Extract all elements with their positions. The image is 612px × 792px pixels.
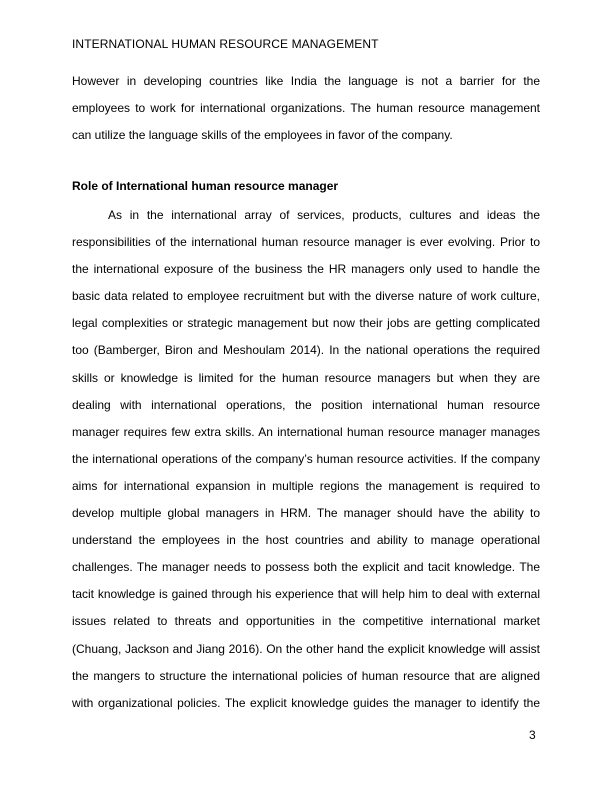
section-paragraph <box>72 202 540 717</box>
text-line: skills or knowledge is limited for the human resource managers but when they are <box>72 370 540 385</box>
text-line: the international exposure of the business the HR managers only used to handle the <box>72 262 540 277</box>
text-line: issues related to threats and opportunities in the competitive international market <box>72 614 540 629</box>
text-line: develop multiple global managers in HRM. The manager should have the ability to <box>72 506 540 521</box>
text-line: responsibilities of the international human resource manager is ever evolving. Prior to <box>72 235 540 250</box>
text-line: understand the employees in the host countries and ability to manage operational <box>72 533 540 548</box>
text-line: dealing with international operations, the position international human resource <box>72 397 540 412</box>
section-heading: Role of International human resource manager <box>72 179 339 193</box>
text-line: the international operations of the company’s human resource activities. If the company <box>72 451 540 466</box>
text-line: basic data related to employee recruitment but with the diverse nature of work culture, <box>72 289 540 304</box>
text-line: the mangers to structure the international policies of human resource that are aligned <box>72 668 540 683</box>
text-line: (Chuang, Jackson and Jiang 2016). On the other hand the explicit knowledge will assist <box>72 641 540 656</box>
text-line: aims for international expansion in multiple regions the management is required to <box>72 478 540 493</box>
text-line: can utilize the language skills of the employees in favor of the company. <box>72 128 453 143</box>
text-line: As in the international array of services, products, cultures and ideas the <box>108 208 540 222</box>
running-header: INTERNATIONAL HUMAN RESOURCE MANAGEMENT <box>72 37 379 51</box>
text-line: However in developing countries like India the language is not a barrier for the <box>72 74 540 88</box>
text-line: manager requires few extra skills. An international human resource manager manages <box>72 424 540 439</box>
text-line: employees to work for international organizations. The human resource management <box>72 101 540 116</box>
page-number: 3 <box>529 728 536 742</box>
text-line: with organizational policies. The explicit knowledge guides the manager to identify the <box>72 695 540 710</box>
text-line: tacit knowledge is gained through his experience that will help him to deal with external <box>72 587 540 602</box>
text-line: legal complexities or strategic management but now their jobs are getting complicated <box>72 316 540 331</box>
text-line: challenges. The manager needs to possess both the explicit and tacit knowledge. The <box>72 560 540 575</box>
intro-paragraph <box>72 68 540 149</box>
text-line: too (Bamberger, Biron and Meshoulam 2014). In the national operations the required <box>72 343 540 358</box>
